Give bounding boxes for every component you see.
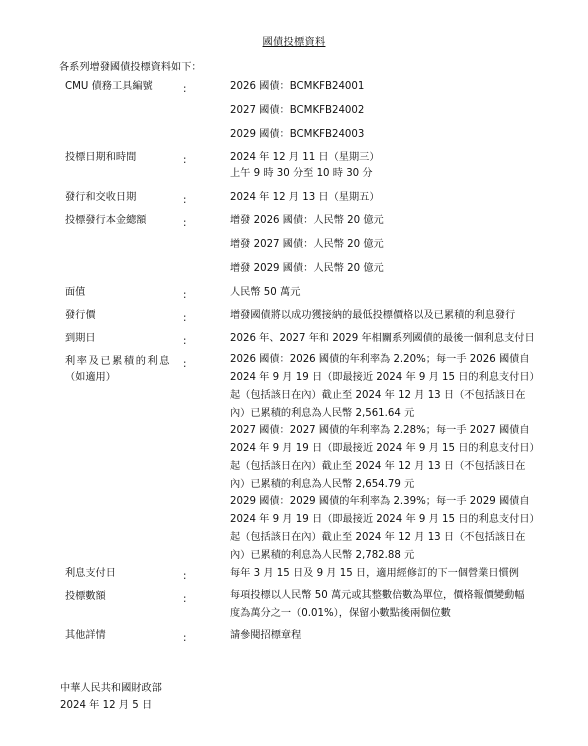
principal-value-2026: 增發 2026 國債：人民幣 20 億元 xyxy=(230,215,384,226)
rate-2029-line: 內）已累積的利息為人民幣 2,782.88 元 xyxy=(230,550,415,561)
rate-interest-label: 利率及已累積的利息 xyxy=(65,356,172,367)
rate-2026-line: 內）已累積的利息為人民幣 2,561.64 元 xyxy=(230,408,415,419)
rate-paragraph-2026 xyxy=(230,351,540,423)
cmu-value-2029: 2029 國債：BCMKFB24003 xyxy=(230,129,365,140)
other-details-label: 其他詳情 xyxy=(65,630,106,641)
other-details-value: 請參閱招標章程 xyxy=(230,630,302,641)
issuer-name: 中華人民共和國財政部 xyxy=(60,683,162,694)
bid-quantity-label: 投標數額 xyxy=(65,591,106,602)
issue-notice-date: 2024 年 12 月 5 日 xyxy=(60,700,153,711)
rate-paragraph-2027 xyxy=(230,422,540,494)
maturity-colon: : xyxy=(183,336,187,347)
maturity-label: 到期日 xyxy=(65,333,96,344)
issue-price-label: 發行價 xyxy=(65,310,96,321)
rate-2027-line: 2027 國債：2027 國債的年利率為 2.28%；每一手 2027 國債自 xyxy=(230,425,530,436)
rate-2027-line: 內）已累積的利息為人民幣 2,654.79 元 xyxy=(230,479,415,490)
rate-2027-line: 起（包括該日在內）截止至 2024 年 12 月 13 日（不包括該日在 xyxy=(230,461,526,472)
issue-date-value: 2024 年 12 月 13 日（星期五） xyxy=(230,192,380,203)
rate-2027-line: 2024 年 9 月 19 日（即最接近 2024 年 9 月 15 日的利息支付日） xyxy=(230,443,540,454)
bid-quantity-line: 度為萬分之一（0.01%），保留小數點後兩個位數 xyxy=(230,608,451,619)
principal-value-2027: 增發 2027 國債：人民幣 20 億元 xyxy=(230,239,384,250)
tender-datetime-label: 投標日期和時間 xyxy=(65,152,137,163)
rate-2029-line: 2029 國債：2029 國債的年利率為 2.39%；每一手 2029 國債自 xyxy=(230,496,530,507)
cmu-value-2026: 2026 國債：BCMKFB24001 xyxy=(230,81,365,92)
page-title: 國債投標資料 xyxy=(262,37,326,48)
cmu-colon: : xyxy=(183,84,187,95)
rate-paragraph-2029 xyxy=(230,493,540,565)
tender-datetime-colon: : xyxy=(183,155,187,166)
tender-time-value: 上午 9 時 30 分至 10 時 30 分 xyxy=(230,168,373,179)
rate-2026-line: 2024 年 9 月 19 日（即最接近 2024 年 9 月 15 日的利息支付日） xyxy=(230,372,540,383)
principal-value-2029: 增發 2029 國債：人民幣 20 億元 xyxy=(230,263,384,274)
other-details-colon: : xyxy=(183,633,187,644)
rate-interest-label-note: （如適用） xyxy=(65,372,116,383)
payment-date-colon: : xyxy=(183,571,187,582)
face-value-colon: : xyxy=(183,290,187,301)
issue-price-value: 增發國債將以成功獲接納的最低投標價格以及已累積的利息發行 xyxy=(230,310,516,321)
rate-2026-line: 2026 國債：2026 國債的年利率為 2.20%；每一手 2026 國債自 xyxy=(230,354,530,365)
issue-date-colon: : xyxy=(183,195,187,206)
rate-interest-colon: : xyxy=(183,359,187,370)
issue-price-colon: : xyxy=(183,313,187,324)
cmu-label: CMU 債務工具編號 xyxy=(65,81,153,92)
issue-date-label: 發行和交收日期 xyxy=(65,192,137,203)
principal-label: 投標發行本金總額 xyxy=(65,215,147,226)
rate-2029-line: 2024 年 9 月 19 日（即最接近 2024 年 9 月 15 日的利息支付日） xyxy=(230,514,540,525)
bid-quantity-colon: : xyxy=(183,594,187,605)
face-value-value: 人民幣 50 萬元 xyxy=(230,287,301,298)
cmu-value-2027: 2027 國債：BCMKFB24002 xyxy=(230,105,365,116)
rate-2029-line: 起（包括該日在內）截止至 2024 年 12 月 13 日（不包括該日在 xyxy=(230,532,526,543)
principal-colon: : xyxy=(183,218,187,229)
bid-quantity-line: 每項投標以人民幣 50 萬元或其整數倍數為單位，價格報價變動幅 xyxy=(230,590,525,601)
maturity-value: 2026 年、2027 年和 2029 年相關系列國債的最後一個利息支付日 xyxy=(230,333,535,344)
face-value-label: 面值 xyxy=(65,287,86,298)
intro-text: 各系列增發國債投標資料如下： xyxy=(59,62,202,73)
rate-2026-line: 起（包括該日在內）截止至 2024 年 12 月 13 日（不包括該日在 xyxy=(230,390,526,401)
payment-date-label: 利息支付日 xyxy=(65,568,116,579)
payment-date-value: 每年 3 月 15 日及 9 月 15 日，適用經修訂的下一個營業日慣例 xyxy=(230,568,519,579)
tender-date-value: 2024 年 12 月 11 日（星期三） xyxy=(230,152,380,163)
bid-quantity-paragraph xyxy=(230,587,525,623)
